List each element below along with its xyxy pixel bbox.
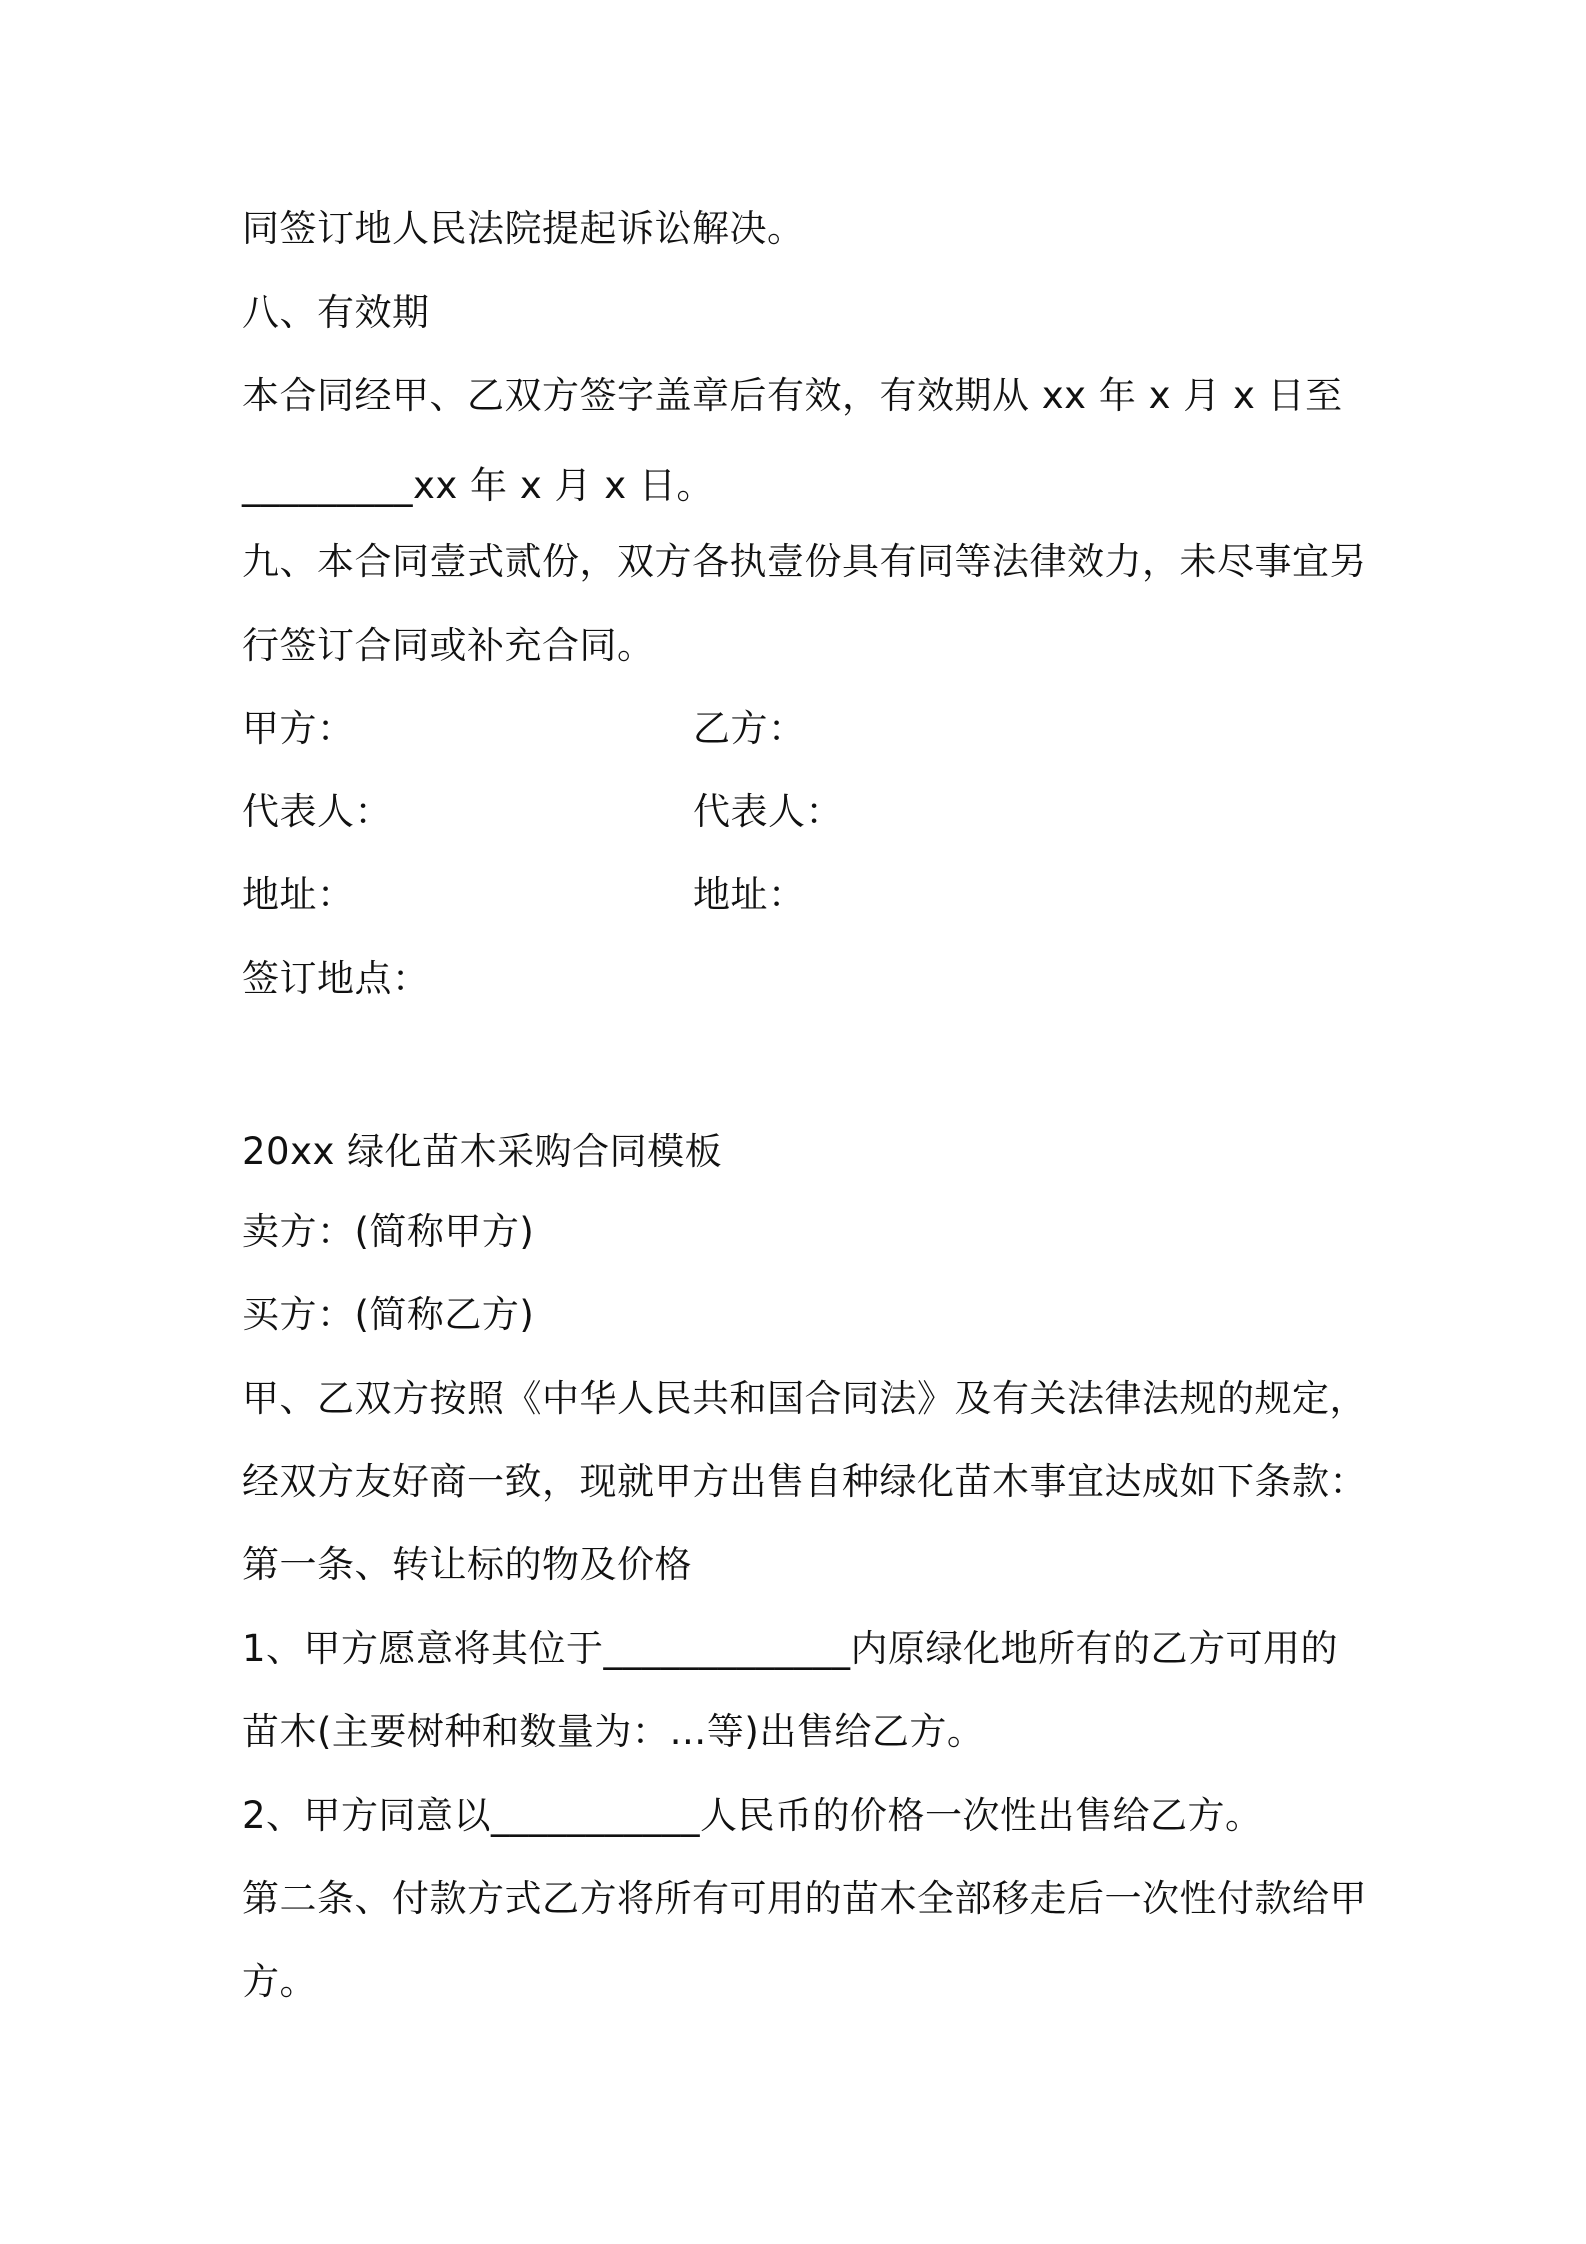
signing-place-label: 签订地点： — [242, 957, 430, 1000]
text-line: 方。 — [242, 1960, 317, 2003]
text-line: 1、甲方愿意将其位于_____________内原绿化地所有的乙方可用的 — [242, 1627, 1339, 1670]
text-line: 行签订合同或补充合同。 — [242, 624, 655, 667]
text-line: 九、本合同壹式贰份，双方各执壹份具有同等法律效力，未尽事宜另 — [242, 540, 1367, 583]
text-line: 同签订地人民法院提起诉讼解决。 — [242, 207, 805, 250]
buyer-label: 买方：(简称乙方) — [242, 1293, 535, 1336]
contract-title: 20xx 绿化苗木采购合同模板 — [242, 1130, 723, 1173]
rep-a-label: 代表人： — [242, 790, 392, 833]
rep-b-label: 代表人： — [693, 790, 843, 833]
article-heading: 第一条、转让标的物及价格 — [242, 1543, 692, 1586]
addr-b-label: 地址： — [693, 873, 806, 916]
text-line: 甲、乙双方按照《中华人民共和国合同法》及有关法律法规的规定， — [242, 1377, 1367, 1420]
seller-label: 卖方：(简称甲方) — [242, 1210, 535, 1253]
text-line: _________xx 年 x 月 x 日。 — [242, 464, 714, 507]
party-a-label: 甲方： — [242, 707, 355, 750]
section-heading: 八、有效期 — [242, 291, 430, 334]
text-line: 苗木(主要树种和数量为：…等)出售给乙方。 — [242, 1710, 985, 1753]
text-line: 第二条、付款方式乙方将所有可用的苗木全部移走后一次性付款给甲 — [242, 1877, 1367, 1920]
text-line: 经双方友好商一致，现就甲方出售自种绿化苗木事宜达成如下条款： — [242, 1460, 1367, 1503]
addr-a-label: 地址： — [242, 873, 355, 916]
text-line: 2、甲方同意以___________人民币的价格一次性出售给乙方。 — [242, 1794, 1263, 1837]
text-line: 本合同经甲、乙双方签字盖章后有效，有效期从 xx 年 x 月 x 日至 — [242, 374, 1343, 417]
party-b-label: 乙方： — [693, 707, 806, 750]
